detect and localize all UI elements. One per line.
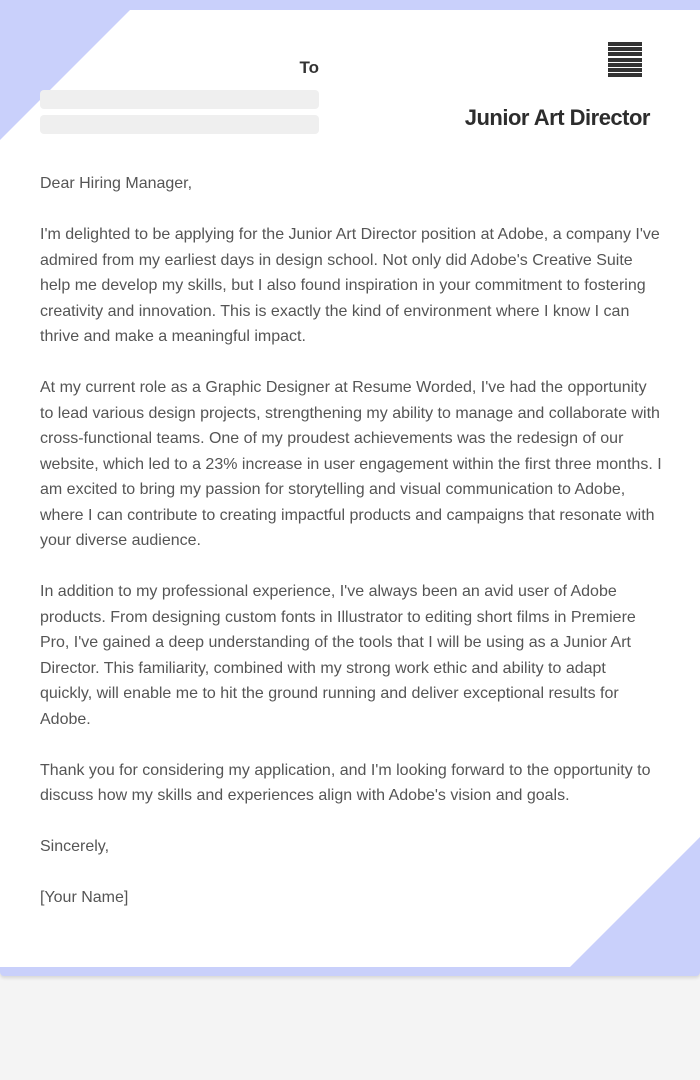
paragraph-experience: At my current role as a Graphic Designer at Resume Worded, I've had the opportunity to lead various design projects, strengthening my ability to manage and collaborate with cross-functional teams. One of my proudest achievements was the redesign of our website, which led to a 23% increase in user engagement within the first three months. I am excited to bring my passion for storytelling and visual communication to Adobe, where I can contribute to creating impactful products and campaigns that resonate with your diverse audience. <box>40 379 662 549</box>
document-lines-icon <box>608 42 642 82</box>
job-title-heading: Junior Art Director <box>464 105 650 130</box>
signature: [Your Name] <box>40 889 129 906</box>
recipient-address-placeholder-line-1 <box>40 90 319 109</box>
paragraph-thanks: Thank you for considering my application, and I'm looking forward to the opportunity to discuss how my skills and experiences align with Adobe's vision and goals. <box>40 761 651 804</box>
salutation: Dear Hiring Manager, <box>40 175 193 192</box>
recipient-to-label: To <box>299 58 319 77</box>
paragraph-adobe-products: In addition to my professional experience, I've always been an avid user of Adobe products. From designing custom fonts in Illustrator to editing short films in Premiere Pro, I've gained a deep understanding of the tools that I will be using as a Junior Art Director. This familiarity, combined with my strong work ethic and ability to adapt quickly, will enable me to hit the ground running and deliver exceptional results for Adobe. <box>40 583 636 728</box>
paragraph-intro: I'm delighted to be applying for the Junior Art Director position at Adobe, a company I've admired from my earliest days in design school. Not only did Adobe's Creative Suite help me develop my skills, but I also found inspiration in your commitment to fostering creativity and innovation. This is exactly the kind of environment where I know I can thrive and make a meaningful impact. <box>40 226 660 345</box>
closing: Sincerely, <box>40 838 110 855</box>
letter-body <box>40 171 662 936</box>
letter-sheet <box>0 10 700 967</box>
recipient-address-placeholder-line-2 <box>40 115 319 134</box>
